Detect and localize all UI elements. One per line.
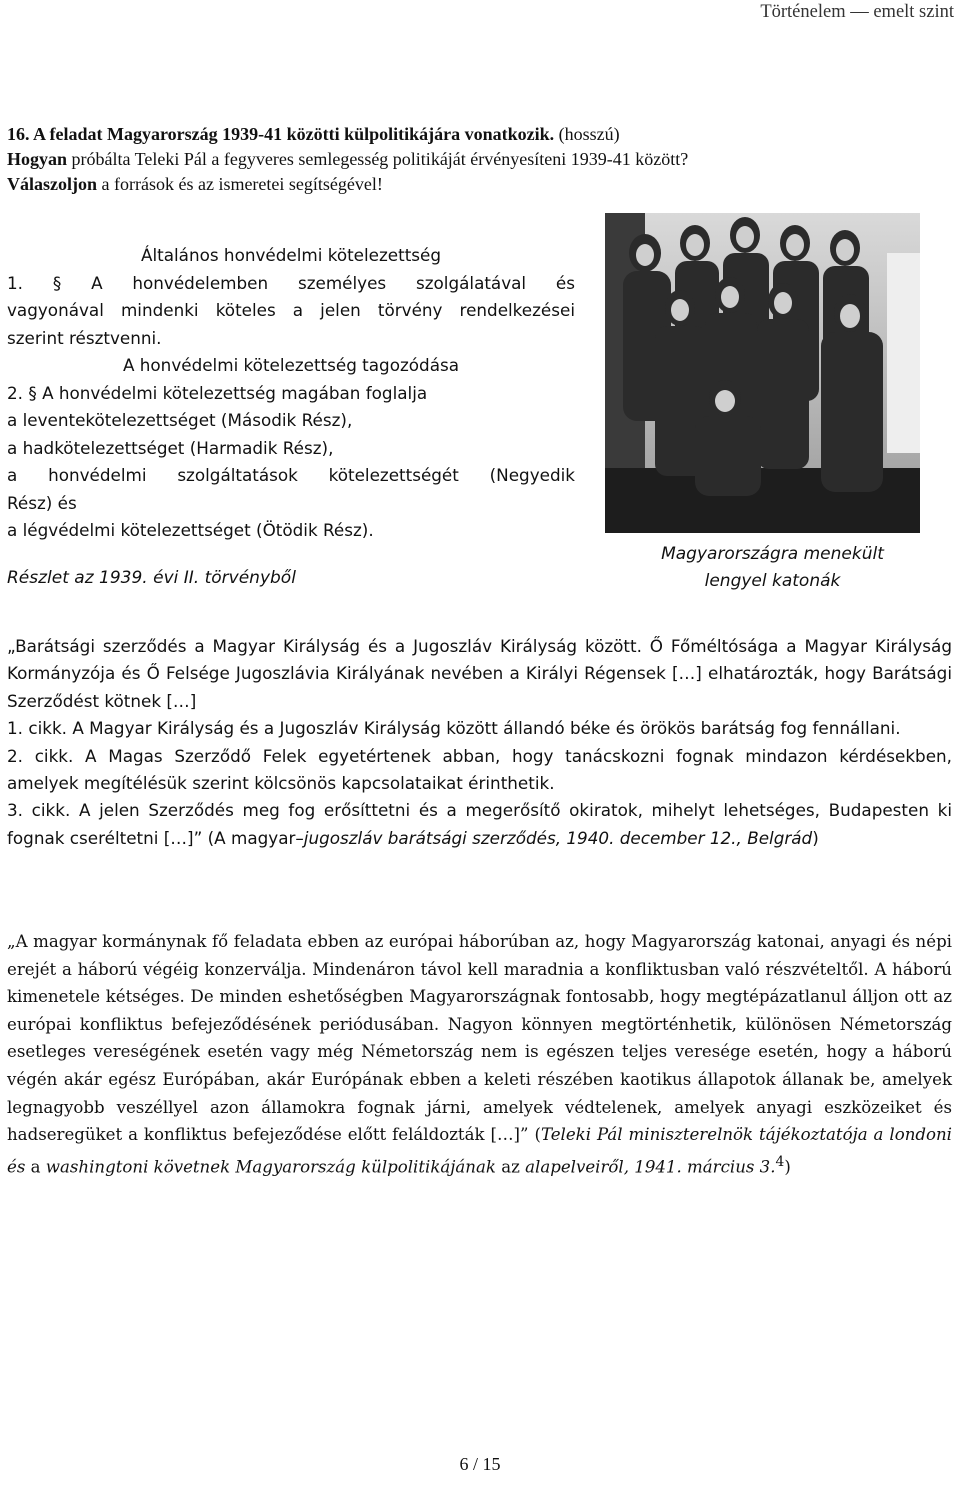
soldiers-photo-illustration [605,213,920,533]
treaty-article-3 [7,797,952,852]
treaty-source-place: , Belgrád [736,827,813,848]
law-para2-line2: a leventekötelezettséget (Második Rész), [7,410,353,430]
law-para2-line6: a légvédelmi kötelezettséget (Ötödik Rész). [7,520,374,540]
treaty-article-3-text: 3. cikk. A jelen Szerződés meg fog erősíttetni és a megerősítő okiratok, mihelyt lehetséges, Budapesten ki fognak cseréltetni […]” (A magyar [7,800,952,848]
teleki-source-2: washingtoni követnek Magyarország külpolitikájának [40,1157,496,1177]
task-instruction: a források és az ismeretei segítségével! [97,174,383,194]
treaty-article-2: 2. cikk. A Magas Szerződő Felek egyetértenek abban, hogy tanácskozni fognak mindazon kérdésekben, amelyek megítélésük szerint kölcsönös kapcsolataikat érinthetik. [7,745,952,794]
law-heading-2: A honvédelmi kötelezettség tagozódása [122,355,460,375]
law-para2-line4: a honvédelmi szolgáltatások kötelezettségét (Negyedik [7,465,575,485]
law-para2-line5: Rész) és [7,492,77,513]
law-para1-line2: vagyonával mindenki köteles a jelen törvény rendelkezései [7,300,575,320]
teleki-source-az: az [495,1157,526,1177]
law-source: Részlet az 1939. évi II. törvényből [7,568,296,588]
teleki-source-and: és [7,1157,31,1177]
photo-caption [600,541,945,595]
page-number: 6 / 15 [459,1454,501,1474]
task-question-lead: Hogyan [7,149,68,169]
soldiers-photo [605,213,920,533]
law-para1-line3: szerint résztvenni. [7,327,162,348]
task-title: 16. A feladat Magyarország 1939-41 közötti külpolitikájára vonatkozik. [7,124,555,144]
page-header: Történelem — emelt szint [760,2,954,22]
treaty-excerpt [7,633,952,852]
treaty-source-italic: –jugoszláv barátsági szerződés, 1940. december 12. [295,827,737,848]
teleki-excerpt [7,928,952,1181]
law-excerpt [7,242,575,545]
law-para2-line3: a hadkötelezettséget (Harmadik Rész), [7,437,334,458]
law-heading-1: Általános honvédelmi kötelezettség [141,245,441,265]
task-length: (hosszú) [554,124,620,144]
treaty-article-1: 1. cikk. A Magyar Királyság és a Jugoszláv Királyság között állandó béke és örökös barátság fog fennállani. [7,718,901,739]
teleki-source-3: alapelveiről, 1941. március 3. [525,1157,776,1177]
teleki-source-a: a [30,1157,41,1177]
task-instruction-lead: Válaszoljon [7,174,97,194]
teleki-footnote-ref: 4 [775,1153,785,1170]
treaty-intro: „Barátsági szerződés a Magyar Királyság és a Jugoszláv Királyság között. Ő Főméltósága a Magyar Királyság Kormányzója és Ő Felsége Jugoszlávia Királyának nevében a Királyi Régensek […] elhatározták, hogy Barátsági Szerződést kötnek […] [7,636,952,711]
teleki-source-1: Teleki Pál miniszterelnök tájékoztatója a londoni [540,1125,952,1145]
photo-caption-line2: lengyel katonák [704,571,841,591]
photo-caption-line1: Magyarországra menekült [661,544,884,564]
task-prompt [7,122,952,197]
task-question: próbálta Teleki Pál a fegyveres semlegesség politikáját érvényesíteni 1939-41 között? [67,149,689,169]
law-para2-line1: 2. § A honvédelmi kötelezettség magában foglalja [7,382,428,403]
teleki-body: „A magyar kormánynak fő feladata ebben az európai háborúban az, hogy Magyarország katonai, anyagi és népi erejét a háború végéig konzerválja. Mindenáron távol kell maradnia a konfliktusban való részvételtől. A háború kimenetele kétséges. De minden eshetőségben Magyarországnak fontosabb, hogy megtépázatlanul álljon ott az európai konfliktus befejeződésének periódusában. Nagyon könnyen megtörténhetik, különösen Németország esetleges vereségének esetén vagy még Németország nem is egészen teljes veresége esetén, hogy a háború végén akár egész Európában, akár Európának ebben a keleti részében kaotikus állapotok állanak be, amelyek legnagyobb veszéllyel azon államokra fognak járni, amelyek védtelenek, amelyek anyagi eszközeiket és hadseregüket a konfliktus befejeződése előtt feláldozták […]” ( [7,932,952,1145]
treaty-source-close: ) [812,827,819,848]
law-para1-line1: 1. § A honvédelemben személyes szolgálatával és [7,272,575,293]
teleki-source-close: ) [784,1157,791,1177]
